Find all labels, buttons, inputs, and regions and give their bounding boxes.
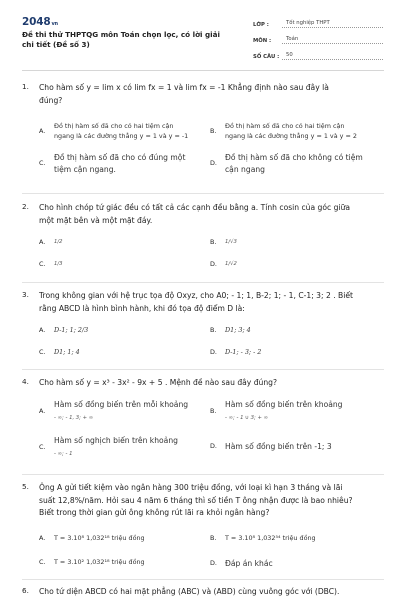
question-line: Cho hàm số y = lim x có lim fx = 1 và lim fx = -1 Khẳng định nào sau đây là (39, 83, 329, 92)
option-text (225, 399, 343, 424)
question-4 (22, 377, 384, 472)
option-c[interactable] (39, 152, 209, 176)
option-letter: D. (210, 159, 217, 168)
option-letter: B. (210, 406, 217, 415)
option-letter: D. (210, 260, 217, 268)
question-number: 5. (22, 482, 29, 491)
option-b[interactable] (210, 399, 382, 424)
option-letter: A. (39, 534, 46, 542)
option-d[interactable] (210, 348, 261, 358)
meta-row-class (253, 15, 383, 28)
question-text (39, 290, 379, 315)
option-text: D1; 1; 4 (54, 348, 80, 356)
question-text (39, 377, 379, 390)
option-a[interactable] (39, 238, 63, 248)
option-b[interactable] (210, 122, 382, 141)
option-text (54, 399, 188, 424)
option-text: 1/√2 (225, 261, 237, 267)
brand-name: 2048 (22, 16, 51, 28)
option-letter: C. (39, 260, 46, 268)
option-letter: D. (210, 442, 217, 451)
question-line: Cho hàm số y = x³ - 3x² - 9x + 5 . Mệnh đề nào sau đây đúng? (39, 378, 277, 387)
meta-box (253, 15, 383, 63)
option-text: 1/3 (54, 261, 63, 267)
option-letter: D. (210, 348, 217, 356)
option-letter: B. (210, 238, 217, 246)
question-number: 1. (22, 82, 29, 91)
option-letter: C. (39, 348, 46, 356)
option-c[interactable] (39, 435, 209, 460)
question-line: suất 12,8%/năm. Hỏi sau 4 năm 6 tháng thì số tiền T ông nhận được là bao nhiêu? (39, 495, 353, 505)
meta-label: LỚP : (253, 22, 269, 28)
meta-label: SỐ CÂU : (253, 54, 280, 60)
option-text (54, 122, 188, 141)
option-letter: C. (39, 159, 46, 168)
option-d[interactable] (210, 152, 382, 176)
meta-row-count (253, 47, 383, 60)
question-divider (22, 474, 384, 475)
option-letter: B. (210, 326, 217, 334)
meta-label: MÔN : (253, 38, 272, 44)
option-letter: A. (39, 406, 46, 415)
option-text: Hàm số đồng biến trên -1; 3 (225, 442, 332, 451)
option-letter: C. (39, 558, 46, 566)
option-letter: A. (39, 126, 46, 135)
option-line: ngang là các đường thẳng y = 1 và y = -1 (54, 131, 189, 140)
question-divider (22, 282, 384, 283)
option-text (54, 152, 185, 176)
option-a[interactable] (39, 534, 145, 544)
option-c[interactable] (39, 558, 145, 568)
option-line: Hàm số đồng biến trên mỗi khoảng (54, 400, 189, 409)
header (0, 0, 400, 68)
option-line: ngang là các đường thẳng y = 1 và y = 2 (225, 131, 357, 140)
option-text: D1; 3; 4 (225, 326, 251, 334)
question-line: Cho hình chóp tứ giác đều có tất cả các cạnh đều bằng a. Tính cosin của góc giữa (39, 203, 351, 212)
question-text (39, 482, 379, 520)
meta-row-subject (253, 31, 383, 44)
question-line: một mặt bên và một mặt đáy. (39, 215, 153, 225)
option-line: Đồ thị hàm số đã cho có hai tiệm cận (225, 122, 345, 130)
option-text: 1/2 (54, 239, 63, 245)
option-letter: B. (210, 534, 217, 542)
question-number: 2. (22, 202, 29, 211)
question-text (39, 202, 379, 227)
option-line: Đồ thị hàm số đã cho không có tiệm (225, 153, 363, 162)
document-title: Đề thi thử THPTQG môn Toán chọn lọc, có lời giải chi tiết (Đề số 3) (22, 30, 220, 49)
option-letter: B. (210, 126, 217, 135)
option-d[interactable] (210, 558, 273, 570)
option-text (54, 435, 178, 460)
option-c[interactable] (39, 260, 63, 270)
option-line: - ∞; - 1, 3; + ∞ (54, 415, 94, 421)
question-6 (22, 586, 384, 600)
option-d[interactable] (210, 260, 237, 270)
option-text (225, 122, 357, 141)
brand-suffix: vn (51, 21, 58, 27)
option-b[interactable] (210, 326, 251, 336)
option-line: - ∞; - 1 ∪ 3; + ∞ (225, 415, 269, 421)
question-3 (22, 290, 384, 365)
question-line: đúng? (39, 95, 63, 105)
meta-value: Toán (282, 36, 383, 44)
option-line: Hàm số đồng biến trên khoảng (225, 400, 343, 409)
option-text: Đáp án khác (225, 559, 273, 568)
question-divider (22, 369, 384, 370)
header-divider (22, 70, 384, 71)
option-text: D-1; - 3; - 2 (225, 348, 262, 356)
option-text: T = 3.10⁸ 1,032¹⁸ triệu đồng (54, 534, 145, 542)
option-text: T = 3.10⁸ 1,032⁵⁴ triệu đồng (225, 534, 316, 542)
question-1 (22, 82, 384, 190)
question-text (39, 586, 379, 599)
question-divider (22, 579, 384, 580)
option-a[interactable] (39, 326, 88, 336)
option-text (225, 152, 363, 176)
option-line: cận ngang (225, 165, 265, 174)
meta-value: 50 (282, 52, 383, 60)
question-line: Ông A gửi tiết kiệm vào ngân hàng 300 triệu đồng, với loại kì hạn 3 tháng và lãi (39, 483, 343, 492)
question-line: Trong không gian với hệ trục tọa độ Oxyz, cho A0; - 1; 1, B-2; 1; - 1, C-1; 3; 2 . Biết (39, 291, 354, 300)
question-number: 3. (22, 290, 29, 299)
question-divider (22, 193, 384, 194)
question-number: 4. (22, 377, 29, 386)
option-letter: D. (210, 559, 217, 568)
question-5 (22, 482, 384, 577)
brand-logo[interactable] (22, 16, 58, 28)
option-line: Hàm số nghịch biến trên khoảng (54, 436, 178, 445)
question-2 (22, 202, 384, 280)
option-letter: A. (39, 326, 46, 334)
option-letter: A. (39, 238, 46, 246)
question-line: Biết trong thời gian gửi ông không rút lãi ra khỏi ngân hàng? (39, 508, 270, 517)
option-line: Đồ thị hàm số đã cho có hai tiệm cận (54, 122, 174, 130)
option-a[interactable] (39, 399, 209, 424)
option-line: - ∞; - 1 (54, 451, 73, 457)
option-text: 1/√3 (225, 239, 237, 245)
question-line: Cho tứ diện ABCD có hai mặt phẳng (ABC) và (ABD) cùng vuông góc với (DBC). (39, 587, 340, 596)
option-b[interactable] (210, 534, 316, 544)
option-text: T = 3.10² 1,032¹⁸ triệu đồng (54, 558, 145, 566)
option-line: tiệm cận ngang. (54, 165, 116, 174)
option-text: D-1; 1; 2/3 (54, 326, 89, 334)
option-c[interactable] (39, 348, 80, 358)
option-line: Đồ thị hàm số đã cho có đúng một (54, 153, 186, 162)
option-b[interactable] (210, 238, 237, 248)
question-number: 6. (22, 586, 29, 595)
option-letter: C. (39, 442, 46, 451)
question-line: rằng ABCD là hình bình hành, khi đó tọa độ điểm D là: (39, 303, 245, 313)
option-a[interactable] (39, 122, 209, 141)
option-d[interactable] (210, 441, 382, 453)
meta-value: Tốt nghiệp THPT (282, 20, 383, 28)
question-text (39, 82, 379, 107)
